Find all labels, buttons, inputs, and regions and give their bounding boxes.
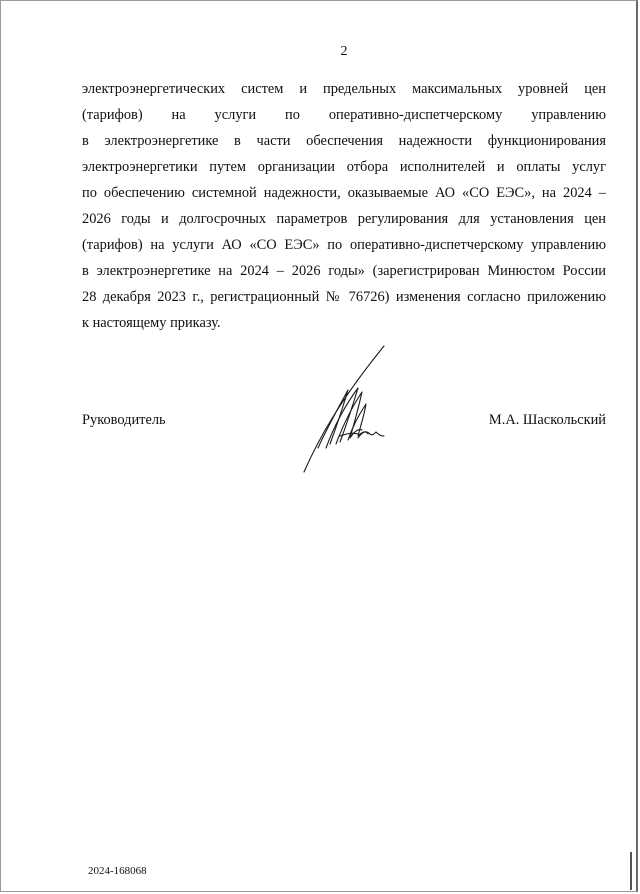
signatory-name: М.А. Шаскольский — [488, 412, 606, 428]
body-line: (тарифов) на услуги по оперативно-диспетчерскому управлению — [82, 107, 606, 123]
body-text — [82, 76, 606, 336]
signatory-title: Руководитель — [82, 412, 166, 428]
body-line: 2026 годы и долгосрочных параметров регулирования для установления цен — [82, 211, 606, 227]
body-line: электроэнергетических систем и предельных максимальных уровней цен — [82, 81, 606, 97]
body-line: в электроэнергетике в части обеспечения надежности функционирования — [82, 133, 606, 149]
body-line: по обеспечению системной надежности, оказываемые АО «СО ЕЭС», на 2024 – — [82, 185, 606, 201]
handwritten-signature — [296, 344, 400, 476]
scan-edge-mark — [630, 852, 632, 890]
body-line: к настоящему приказу. — [82, 315, 221, 331]
body-line: электроэнергетики путем организации отбора исполнителей и оплаты услуг — [82, 159, 606, 175]
body-line: 28 декабря 2023 г., регистрационный № 76726) изменения согласно приложению — [82, 289, 606, 305]
body-line: в электроэнергетике на 2024 – 2026 годы» (зарегистрирован Минюстом России — [82, 263, 606, 279]
body-line: (тарифов) на услуги АО «СО ЕЭС» по оперативно-диспетчерскому управлению — [82, 237, 606, 253]
document-id: 2024-168068 — [88, 865, 147, 877]
page-number: 2 — [340, 44, 348, 59]
